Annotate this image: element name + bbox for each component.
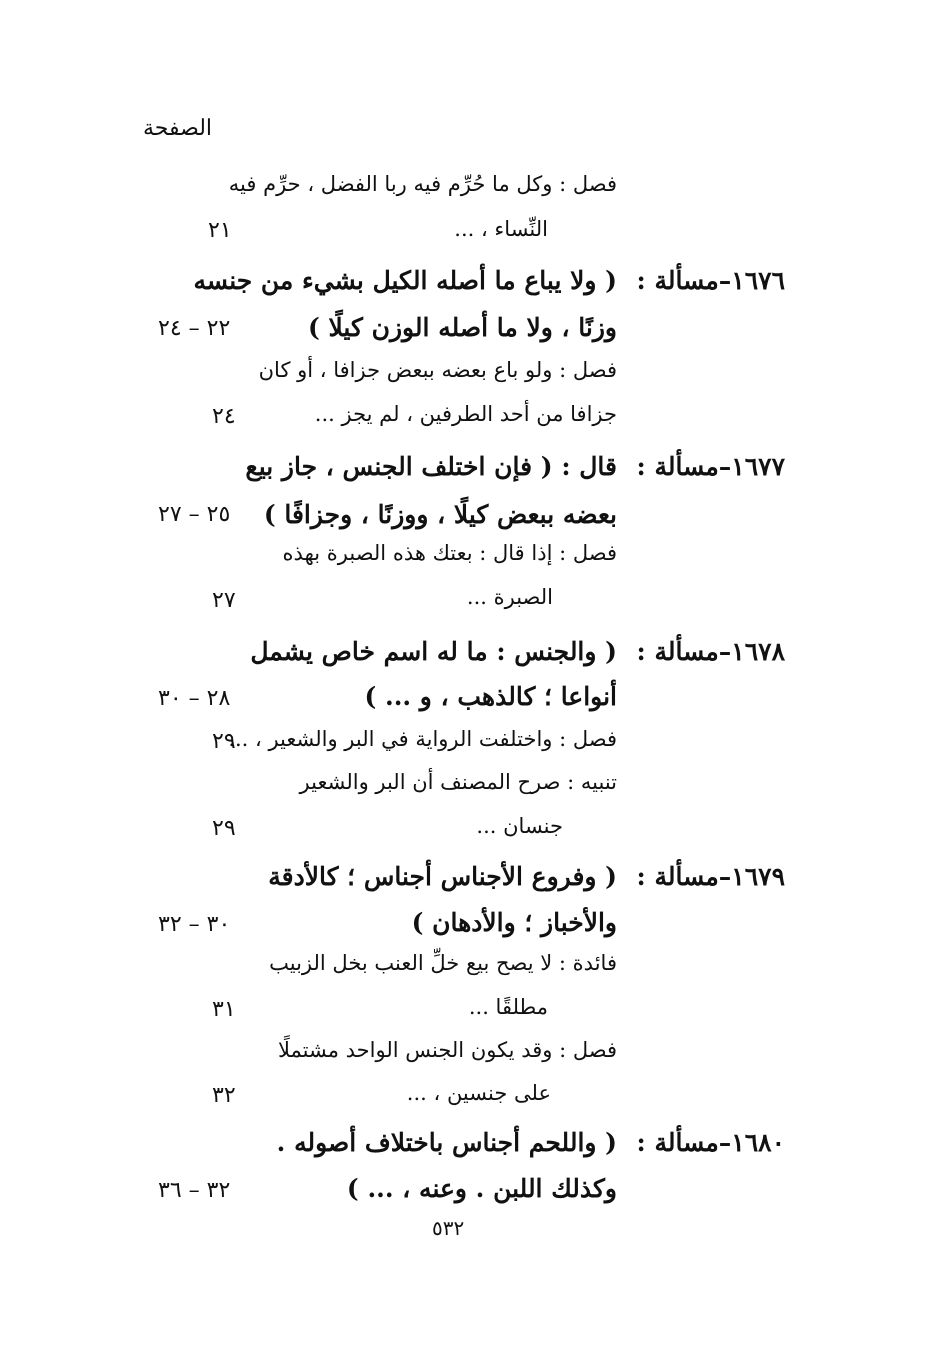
page-reference: ٢٢ – ٢٤ — [158, 316, 231, 341]
masala-number-label: ١٦٨٠–مسألة : — [636, 1128, 785, 1157]
page-number: ٥٣٢ — [432, 1216, 465, 1240]
page-reference: ٣١ — [212, 997, 236, 1022]
fasl-text-line: جزافا من أحد الطرفين ، لم يجز ... — [314, 402, 617, 426]
masala-text-line: قال : ( فإن اختلف الجنس ، جاز بيع — [245, 452, 617, 481]
tanbih-text-line: تنبيه : صرح المصنف أن البر والشعير — [299, 770, 617, 794]
masala-text-line: ( ولا يباع ما أصله الكيل بشيء من جنسه — [193, 266, 617, 295]
fasl-text-line: على جنسين ، ... — [406, 1081, 551, 1105]
page-reference: ٢٥ – ٢٧ — [158, 502, 231, 527]
fasl-text-line: فصل : واختلفت الرواية في البر والشعير ، ... — [228, 727, 617, 751]
masala-text-line: وكذلك اللبن . وعنه ، ... ) — [346, 1174, 617, 1203]
page-reference: ٢٩ — [212, 816, 236, 841]
entry-text-line: فصل : وكل ما حُرِّم فيه ربا الفضل ، حرِّم فيه — [228, 172, 617, 196]
faida-text-line: مطلقًا ... — [468, 995, 548, 1019]
masala-text-line: ( والجنس : ما له اسم خاص يشمل — [250, 637, 617, 666]
fasl-text-line: فصل : وقد يكون الجنس الواحد مشتملًا — [277, 1038, 617, 1062]
page-reference: ٢١ — [208, 218, 232, 243]
page-column-header: الصفحة — [143, 116, 213, 141]
page-reference: ٢٤ — [212, 404, 236, 429]
fasl-text-line: فصل : ولو باع بعضه ببعض جزافا ، أو كان — [258, 358, 617, 382]
page-reference: ٣٠ – ٣٢ — [158, 912, 231, 937]
faida-text-line: فائدة : لا يصح بيع خلِّ العنب بخل الزبيب — [269, 951, 617, 975]
fasl-text-line: الصبرة ... — [466, 585, 553, 609]
entry-text-line: النِّساء ، ... — [454, 217, 548, 241]
masala-number-label: ١٦٧٦–مسألة : — [636, 266, 785, 295]
page-reference: ٢٧ — [212, 588, 236, 613]
fasl-text-line: فصل : إذا قال : بعتك هذه الصبرة بهذه — [282, 541, 617, 565]
page-reference: ٣٢ — [212, 1083, 236, 1108]
tanbih-text-line: جنسان ... — [476, 814, 563, 838]
masala-text-line: ( واللحم أجناس باختلاف أصوله . — [276, 1128, 617, 1157]
masala-text-line: ( وفروع الأجناس أجناس ؛ كالأدقة — [268, 862, 617, 891]
masala-text-line: والأخباز ؛ والأدهان ) — [411, 908, 617, 937]
masala-text-line: وزنًا ، ولا ما أصله الوزن كيلًا ) — [307, 313, 617, 342]
masala-number-label: ١٦٧٨–مسألة : — [636, 637, 785, 666]
masala-number-label: ١٦٧٧–مسألة : — [636, 452, 785, 481]
page-reference: ٢٩ — [212, 729, 236, 754]
masala-text-line: أنواعا ؛ كالذهب ، و ... ) — [364, 682, 617, 711]
page-reference: ٢٨ – ٣٠ — [158, 686, 231, 711]
page-reference: ٣٢ – ٣٦ — [158, 1178, 231, 1203]
masala-number-label: ١٦٧٩–مسألة : — [636, 862, 785, 891]
masala-text-line: بعضه ببعض كيلًا ، ووزنًا ، وجزافًا ) — [263, 500, 617, 529]
